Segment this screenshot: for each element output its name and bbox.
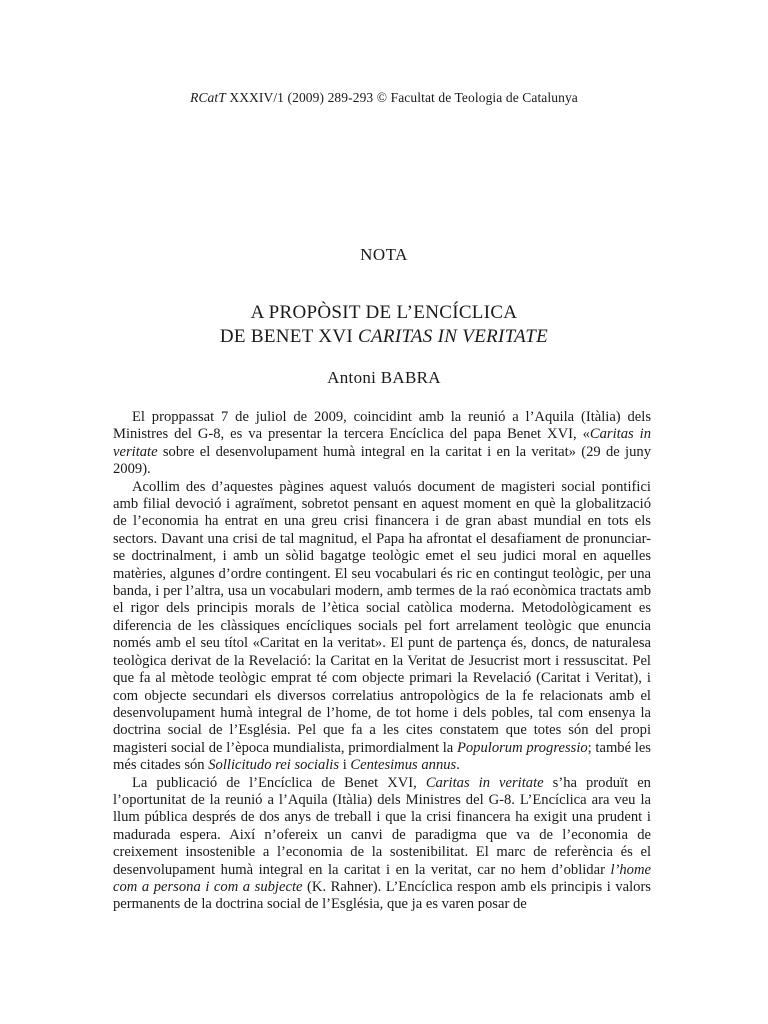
- paragraph-2: [113, 479, 651, 775]
- paragraph-2-text-a: Acollim des d’aquestes pàgines aquest valuós document de magisteri social pontifici amb filial devoció i agraïment, sobretot pensant en aquest moment en què la globalització de l’economia ha entrat en una greu crisi financera i de gran abast mundial en tots els sectors. Davant una crisi de tal magnitud, el Papa ha afrontat el desafiament de pronunciar-se doctrinalment, i amb un sòlid bagatge teològic emet el seu judici moral en aquelles matèries, algunes d’ordre contingent. El seu vocabulari és ric en contingut teològic, per una banda, i per l’altra, usa un vocabulari modern, amb termes de la raó econòmica tractats amb el rigor dels principis morals de l’ètica social catòlica moderna. Metodològicament es diferencia de les clàssiques encícliques socials pel fort arrelament teològic que enuncia només amb el seu títol «Caritat en la veritat». El punt de partença és, doncs, de naturalesa teològica derivat de la Revelació: la Caritat en la Veritat de Jesucrist mort i ressuscitat. Pel que fa al mètode teològic emprat té com objecte primari la Revelació (Caritat i Veritat), i com objecte secundari els diversos correlatius antropològics de la fe relacionats amb el desenvolupament humà integral de l’home, de tot home i dels pobles, tal com ensenya la doctrina social de l’Església. Pel que fa a les cites constatem que totes són del propi magisteri social de l’època mundialista, primordialment la: [113, 478, 651, 756]
- paragraph-2-italic-populorum: Populorum progressio: [456, 739, 588, 756]
- title-line-1: A PROPÒSIT DE L’ENCÍCLICA: [250, 302, 518, 323]
- title-line-2-prefix: DE BENET XVI: [219, 326, 359, 347]
- title-line-2-italic: CARITAS IN VERITATE: [358, 326, 549, 347]
- paragraph-3-text-c: s’ha produït en l’oportunitat de la reunió a l’Aquila (Itàlia) dels Ministres del G-8. L’Encíclica ara veu la llum pública després de dos anys de treball i que la crisi financera ha exigit una prudent i madurada espera. Així n’ofereix un canvi de paradigma que va de l’economia de creixement insostenible a l’economia de la sostenibilitat. El marc de referència és el desenvolupament humà integral en la caritat i en la veritat, car no hem d’oblidar: [113, 774, 651, 878]
- section-label: NOTA: [360, 245, 408, 264]
- paragraph-2-text-e: i: [339, 757, 351, 774]
- paragraph-3-italic-title: Caritas in veritate: [425, 774, 544, 791]
- running-head: [0, 90, 768, 106]
- article-author: Antoni BABRA: [327, 368, 441, 387]
- article-body: [113, 409, 651, 914]
- article-title: [0, 301, 768, 349]
- paragraph-3: [113, 775, 651, 914]
- paragraph-1-italic-title: Caritas in veritate: [113, 426, 652, 460]
- paragraph-1: [113, 409, 651, 479]
- paragraph-1-text-c: sobre el desenvolupament humà integral en la caritat i en la veritat» (29 de juny 2009).: [113, 443, 651, 478]
- paragraph-2-italic-centesimus: Centesimus annus: [350, 757, 457, 774]
- paragraph-2-text-c: ; també les més citades són: [113, 739, 651, 774]
- paragraph-2-text-g: .: [456, 757, 460, 774]
- paragraph-2-italic-sollicitudo: Sollicitudo rei socialis: [208, 757, 340, 774]
- paragraph-3-text-a: La publicació de l’Encíclica de Benet XVI,: [132, 774, 426, 791]
- title-line-2: [0, 325, 768, 349]
- journal-copyright: © Facultat de Teologia de Catalunya: [376, 90, 578, 105]
- journal-abbreviation: RCatT: [190, 90, 226, 105]
- paragraph-3-italic-rahner-quote: l’home com a persona i com a subjecte: [113, 861, 651, 895]
- journal-citation: XXXIV/1 (2009) 289-293: [229, 90, 374, 105]
- paragraph-3-text-e: (K. Rahner). L’Encíclica respon amb els principis i valors permanents de la doctrina social de l’Església, que ja es varen posar de: [113, 878, 651, 913]
- paragraph-1-text-a: El proppassat 7 de juliol de 2009, coincidint amb la reunió a l’Aquila (Itàlia) dels Ministres del G-8, es va presentar la tercera Encíclica del papa Benet XVI, «: [113, 409, 651, 443]
